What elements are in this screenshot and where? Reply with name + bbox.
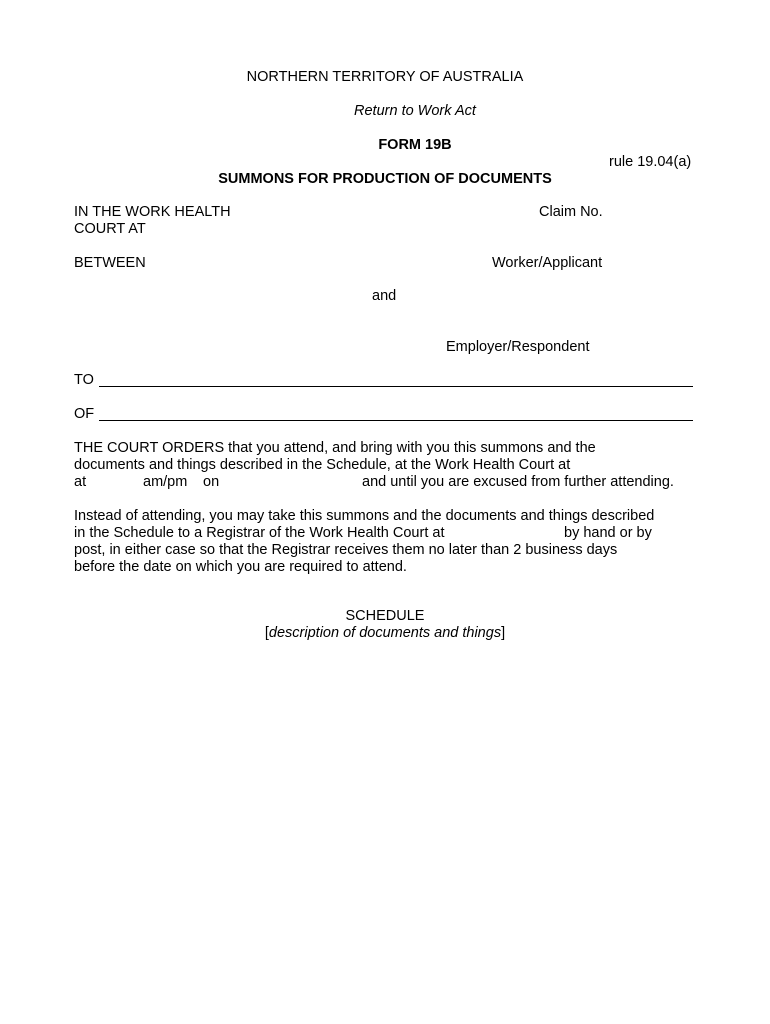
form-title: SUMMONS FOR PRODUCTION OF DOCUMENTS [218,171,552,187]
alternative-line-1: Instead of attending, you may take this summons and the documents and things described [74,508,655,524]
schedule-description [0,625,770,642]
orders-at-label: at [74,474,87,490]
alternative-line-4: before the date on which you are required to attend. [74,559,407,575]
schedule-bracket-close: ] [501,625,506,641]
court-label-line2: COURT AT [74,221,146,237]
alternative-line-3: post, in either case so that the Registrar receives them no later than 2 business days [74,542,618,558]
rule-reference: rule 19.04(a) [609,154,692,170]
to-label: TO [74,372,94,388]
jurisdiction-heading: NORTHERN TERRITORY OF AUSTRALIA [246,69,524,85]
of-label: OF [74,406,95,422]
court-label-line1: IN THE WORK HEALTH [74,204,231,220]
form-number: FORM 19B [378,137,452,153]
orders-on-label: on [203,474,220,490]
alternative-line-2a: in the Schedule to a Registrar of the Work Health Court at [74,525,445,541]
claim-number-label: Claim No. [539,204,603,220]
orders-until-text: and until you are excused from further attending. [362,474,674,490]
worker-applicant-label: Worker/Applicant [492,255,603,271]
alternative-line-2b: by hand or by [564,525,652,541]
act-name: Return to Work Act [354,103,476,119]
between-label: BETWEEN [74,255,146,271]
schedule-description-text: description of documents and things [268,625,502,641]
and-label: and [372,288,397,304]
schedule-heading: SCHEDULE [345,608,425,624]
orders-line-1: THE COURT ORDERS that you attend, and bring with you this summons and the [74,440,596,456]
to-field-line[interactable] [99,386,693,387]
employer-respondent-label: Employer/Respondent [446,339,590,355]
orders-line-2: documents and things described in the Schedule, at the Work Health Court at [74,457,571,473]
orders-ampm-label: am/pm [143,474,188,490]
of-field-line[interactable] [99,420,693,421]
schedule-bracket-open: [ [264,625,269,641]
